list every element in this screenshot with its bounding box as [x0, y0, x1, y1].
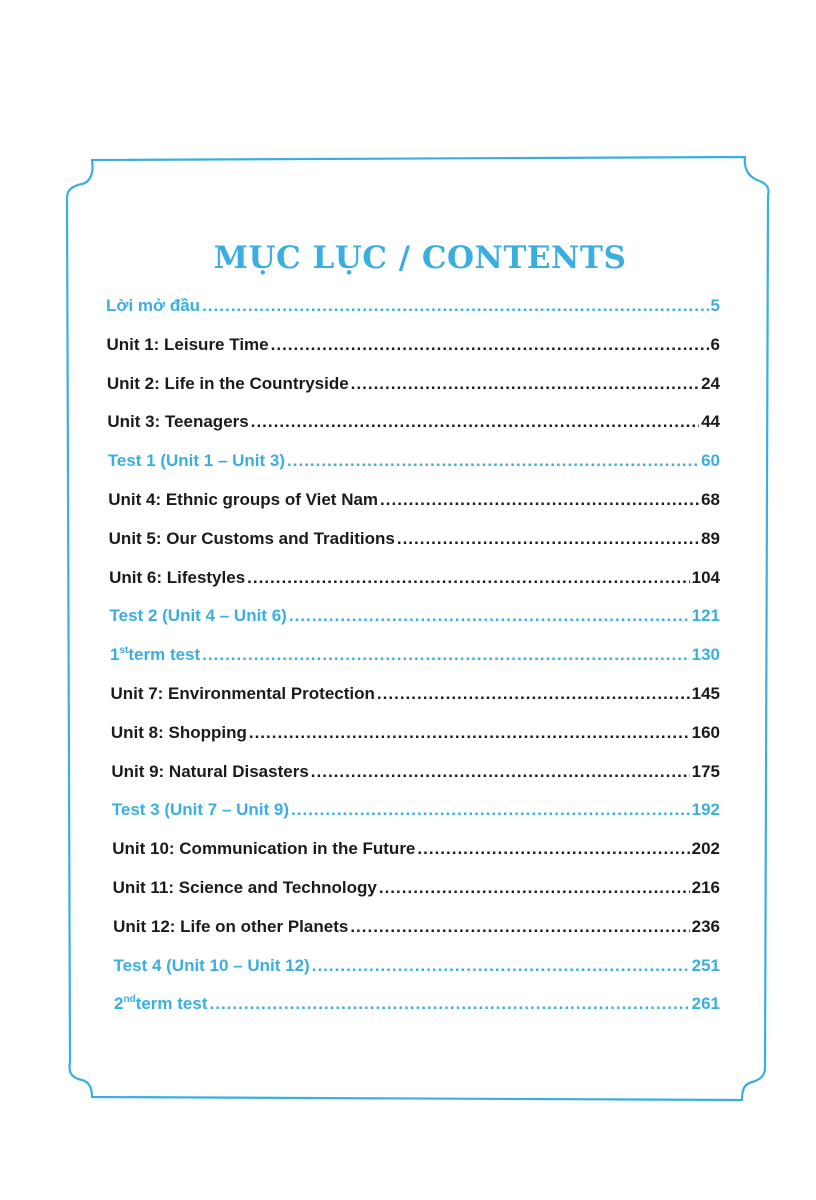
dot-leader: [311, 762, 690, 782]
dot-leader: [202, 296, 708, 316]
toc-entry-label: Unit 12: Life on other Planets: [113, 916, 349, 936]
dot-leader: [350, 917, 689, 937]
toc-page-number: 261: [691, 994, 720, 1014]
toc-entry[interactable]: [106, 335, 720, 355]
toc-entry[interactable]: [114, 994, 720, 1014]
toc-page-number: 44: [701, 412, 720, 432]
toc-entry[interactable]: [111, 723, 720, 743]
dot-leader: [351, 374, 699, 394]
toc-entry[interactable]: [113, 917, 720, 937]
toc-entry-label: Test 3 (Unit 7 – Unit 9): [111, 800, 290, 820]
toc-entry[interactable]: [113, 878, 720, 898]
toc-entry[interactable]: [106, 296, 720, 316]
toc-entry[interactable]: [107, 412, 720, 432]
toc-page-number: 24: [701, 373, 720, 393]
toc-page-number: 145: [691, 684, 720, 703]
page-title: MỤC LỤC / CONTENTS: [213, 240, 627, 276]
dot-leader: [377, 684, 690, 704]
toc-entry-label: Lời mở đầu: [106, 296, 201, 315]
toc-entry-label: Unit 10: Communication in the Future: [112, 839, 416, 859]
toc-entry-ordinal-suffix: nd: [123, 993, 136, 1005]
toc-page-number: 202: [691, 839, 720, 859]
toc-page-number: 89: [701, 528, 720, 548]
toc-entry[interactable]: [110, 684, 720, 704]
toc-entry[interactable]: [109, 568, 720, 588]
toc-entry-label: Unit 4: Ethnic groups of Viet Nam: [108, 490, 379, 509]
toc-page-number: 251: [691, 955, 720, 975]
toc-entry[interactable]: [110, 606, 720, 626]
toc-page-number: 160: [691, 722, 720, 742]
dot-leader: [312, 956, 690, 976]
toc-entry-label: Test 4 (Unit 10 – Unit 12): [113, 955, 310, 975]
dot-leader: [379, 878, 690, 898]
dot-leader: [251, 412, 699, 432]
toc-page-number: 6: [710, 334, 720, 354]
toc-entry[interactable]: [109, 529, 720, 549]
toc-entry[interactable]: [108, 490, 720, 510]
toc-entry[interactable]: [112, 839, 720, 859]
toc-page-number: 68: [701, 490, 720, 509]
toc-page-number: 216: [691, 878, 720, 897]
toc-page-number: 5: [710, 296, 720, 315]
toc-entry-label: [114, 994, 208, 1014]
toc-entry-label: Unit 11: Science and Technology: [112, 878, 377, 897]
toc-entry-label: Test 1 (Unit 1 – Unit 3): [107, 451, 286, 471]
dot-leader: [291, 800, 690, 820]
toc-entry[interactable]: [111, 762, 720, 782]
dot-leader: [271, 335, 709, 355]
toc-entry-label: Unit 9: Natural Disasters: [111, 761, 309, 781]
toc-entry-label: Unit 3: Teenagers: [107, 412, 249, 432]
dot-leader: [210, 994, 690, 1014]
toc-entry-label: Unit 5: Our Customs and Traditions: [108, 528, 395, 548]
toc-entry-label: Unit 7: Environmental Protection: [110, 684, 375, 703]
toc-entry-label: Unit 6: Lifestyles: [109, 567, 246, 587]
toc-entry-label: Unit 1: Leisure Time: [106, 334, 269, 354]
dot-leader: [249, 723, 690, 743]
dot-leader: [380, 490, 699, 510]
toc-entry-text: term test: [128, 645, 201, 665]
toc-entry-label: Unit 8: Shopping: [110, 722, 247, 742]
toc-entry-ordinal: 1: [110, 645, 120, 665]
toc-entry[interactable]: [110, 645, 720, 665]
dot-leader: [287, 451, 699, 471]
toc-page-number: 192: [691, 800, 720, 820]
toc-entry-text: term test: [135, 994, 208, 1014]
toc-entry[interactable]: [114, 956, 720, 976]
toc-entry-ordinal-suffix: st: [119, 644, 129, 656]
dot-leader: [397, 529, 699, 549]
dot-leader: [247, 568, 689, 588]
dot-leader: [417, 839, 689, 859]
toc-page-number: 236: [691, 916, 720, 936]
toc-page-number: 60: [701, 451, 720, 471]
toc-page-number: 175: [691, 761, 720, 781]
toc-page-number: 104: [691, 567, 720, 587]
toc-entry-label: [110, 645, 200, 665]
toc-entry[interactable]: [108, 451, 720, 471]
dot-leader: [289, 606, 690, 626]
toc-entry-label: Test 2 (Unit 4 – Unit 6): [109, 606, 287, 626]
dot-leader: [202, 645, 689, 665]
toc-entry-label: Unit 2: Life in the Countryside: [106, 373, 349, 393]
toc-entry[interactable]: [107, 374, 720, 394]
toc-entry-ordinal: 2: [114, 994, 124, 1014]
toc-page-number: 121: [691, 606, 720, 626]
toc-entry[interactable]: [112, 800, 720, 820]
toc-page-number: 130: [691, 645, 720, 665]
